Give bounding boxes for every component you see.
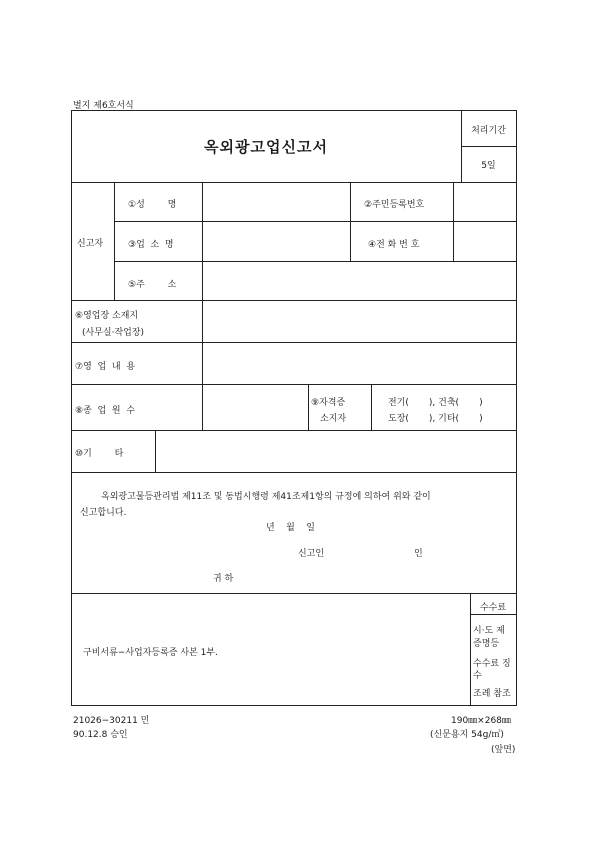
declaration-text-end: 신고합니다.: [80, 508, 127, 518]
form-number-label: 별지 제6호서식: [73, 101, 134, 111]
form-title: 옥외광고업신고서: [204, 138, 328, 156]
business-location-label: ⑥영업장 소재지: [75, 311, 139, 321]
cert-right-divider: [371, 384, 372, 430]
seal-mark: 인: [414, 549, 423, 559]
date-line: 년 월 일: [266, 523, 315, 533]
label-column-divider: [202, 182, 203, 430]
row-line-7: [71, 430, 517, 431]
frame-left-border: [71, 110, 72, 706]
fee-line-2: 증명등: [473, 639, 500, 649]
certificate-label: ⑨자격증: [311, 398, 346, 408]
reporter-divider: [114, 182, 115, 300]
row-line-4: [71, 300, 517, 301]
certificate-paint-other: 도장( ), 기타( ): [388, 414, 483, 424]
name-label: ①성 명: [128, 200, 177, 210]
row-line-9: [71, 593, 517, 594]
page-side: (앞면): [491, 745, 516, 755]
cert-left-divider: [308, 384, 309, 430]
form-code: 21026−30211 민: [73, 716, 150, 726]
other-label: ⑩기 타: [75, 449, 124, 459]
row-line-2: [114, 221, 516, 222]
phone-label: ④전 화 번 호: [368, 240, 420, 250]
fee-line-1: 시·도 제: [473, 626, 505, 636]
certificate-holder-label: 소지자: [320, 414, 347, 424]
fee-header-line: [470, 614, 516, 615]
processing-period-label: 처리기간: [471, 126, 506, 136]
processing-period-value: 5일: [481, 161, 496, 171]
business-location-sub: (사무실·작업장): [82, 328, 145, 338]
reporter-signature-label: 신고인: [298, 549, 325, 559]
paper-spec: (신문용지 54g/㎡): [430, 730, 504, 740]
fee-line-5: 조례 참조: [473, 689, 511, 699]
approval-date: 90.12.8 승인: [73, 730, 128, 740]
declaration-text: 옥외광고물등관리법 제11조 및 동법시행령 제41조제1항의 규정에 의하여 위와 같이: [101, 492, 431, 502]
row-line-6: [71, 384, 517, 385]
certificate-electric-building: 전기( ), 건축( ): [388, 398, 483, 408]
second-label-left: [350, 182, 351, 261]
reporter-label: 신고자: [77, 239, 104, 249]
business-content-label: ⑦영 업 내 용: [75, 362, 136, 372]
frame-top-border: [71, 110, 517, 111]
required-documents: 구비서류−사업자등록증 사본 1부.: [83, 648, 218, 658]
other-divider: [155, 430, 156, 472]
recipient-label: 귀 하: [213, 574, 234, 584]
fee-line-3: 수수료 징: [473, 659, 511, 669]
row-line-5: [71, 342, 517, 343]
row-line-1: [71, 182, 517, 183]
row-line-3: [114, 261, 516, 262]
processing-divider: [461, 146, 516, 147]
paper-size: 190㎜×268㎜: [451, 716, 511, 726]
second-label-right: [453, 182, 454, 261]
fee-label: 수수료: [479, 603, 507, 613]
fee-line-4: 수: [473, 671, 482, 681]
frame-bottom-border: [71, 705, 517, 706]
trade-name-label: ③업 소 명: [128, 240, 174, 250]
employees-label: ⑧종 업 원 수: [75, 406, 136, 416]
resident-number-label: ②주민등록번호: [364, 200, 425, 210]
frame-right-border: [516, 110, 517, 706]
row-line-8: [71, 472, 517, 473]
address-label: ⑤주 소: [128, 280, 177, 290]
